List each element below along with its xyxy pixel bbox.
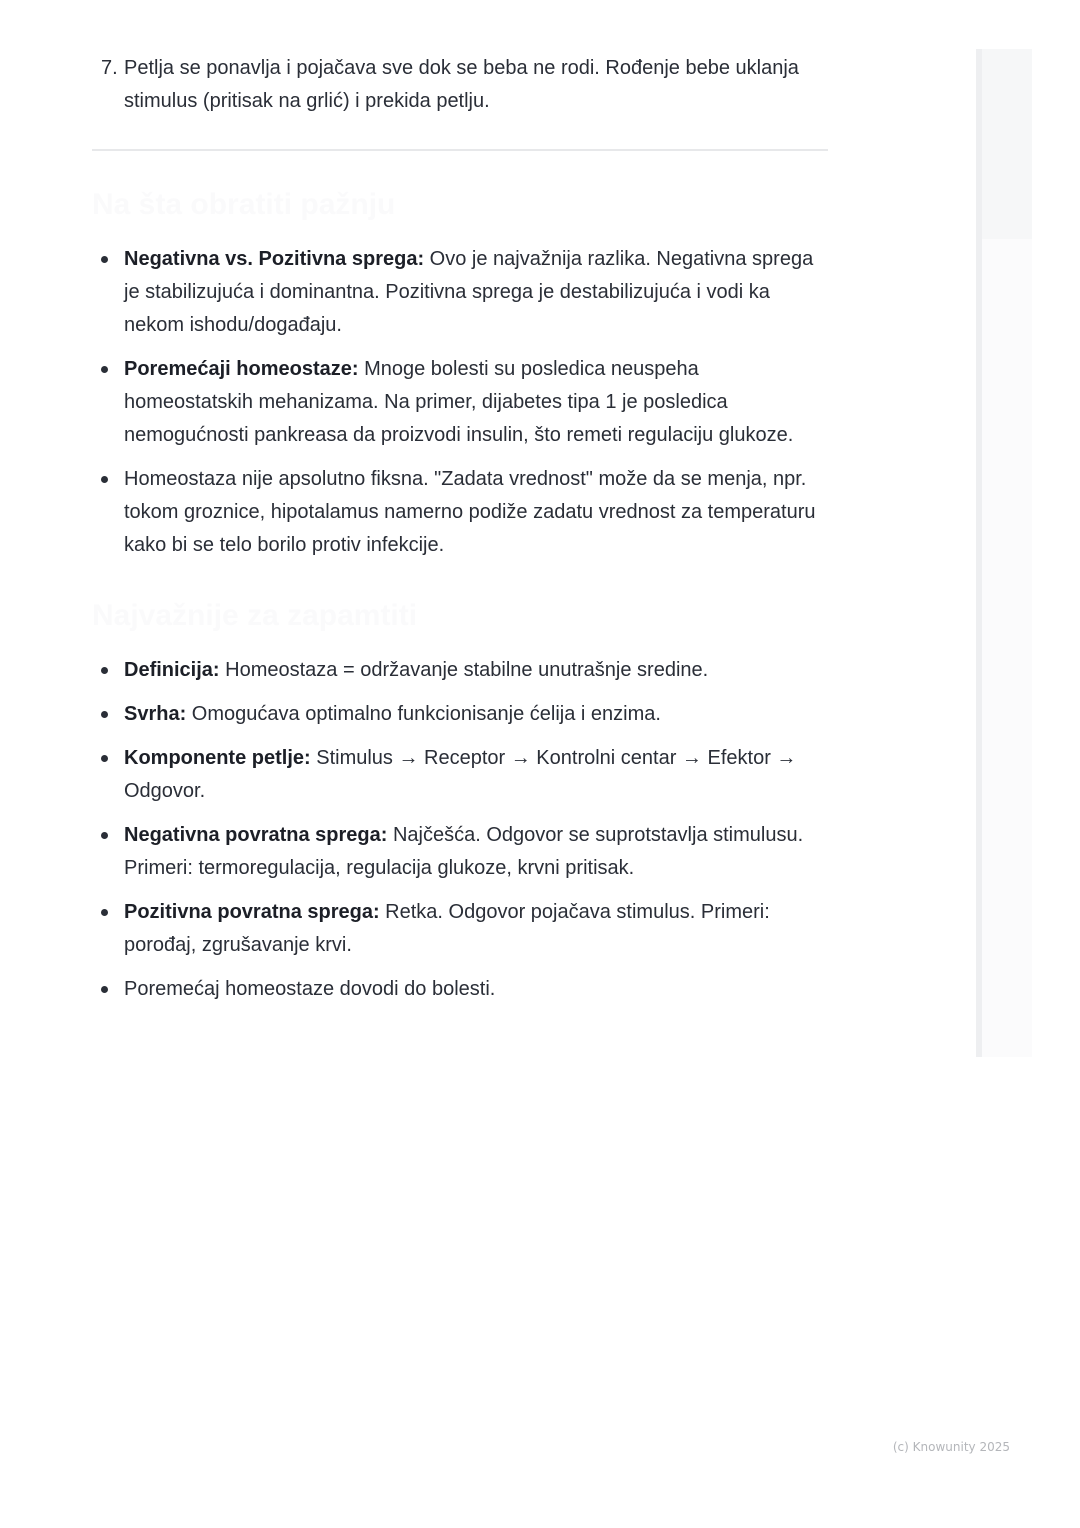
list-item xyxy=(92,973,828,1006)
item-term: Negativna povratna sprega: xyxy=(124,824,388,846)
bullet-icon xyxy=(101,909,108,916)
bullet-icon xyxy=(101,832,108,839)
item-term: Svrha: xyxy=(124,703,187,725)
bullet-icon xyxy=(101,667,108,674)
copyright-footer: (c) Knowunity 2025 xyxy=(892,1440,1010,1454)
list-item xyxy=(92,742,828,808)
section-heading-attention: Na šta obratiti pažnju xyxy=(92,188,396,221)
item-term: Negativna vs. Pozitivna sprega: xyxy=(124,248,425,270)
item-text: Homeostaza nije apsolutno fiksna. "Zadata vrednost" može da se menja, npr. tokom groznice, hipotalamus namerno podiže zadatu vrednost za temperaturu kako bi se telo borilo protiv infekcije. xyxy=(124,468,816,556)
section-heading-remember: Najvažnije za zapamtiti xyxy=(92,599,418,632)
bullet-icon xyxy=(101,476,108,483)
list-item xyxy=(92,353,828,452)
item-text: Ovo je najvažnija razlika. Negativna sprega je stabilizujuća i dominantna. Pozitivna sprega je destabilizujuća i vodi ka nekom ishodu/događaju. xyxy=(124,248,814,336)
list-item xyxy=(92,243,828,342)
side-scrollbar[interactable] xyxy=(976,49,1032,1057)
item-text: Homeostaza = održavanje stabilne unutrašnje sredine. xyxy=(219,659,709,681)
step-number: 7. xyxy=(101,57,118,79)
attention-list xyxy=(92,243,828,562)
list-item xyxy=(92,896,828,962)
item-term: Poremećaji homeostaze: xyxy=(124,358,359,380)
list-item xyxy=(92,654,828,687)
list-item xyxy=(92,463,828,562)
remember-list xyxy=(92,654,828,1006)
item-term: Definicija: xyxy=(124,659,220,681)
item-term: Pozitivna povratna sprega: xyxy=(124,901,380,923)
list-item xyxy=(92,698,828,731)
item-text: Poremećaj homeostaze dovodi do bolesti. xyxy=(124,978,496,1000)
item-text: Retka. Odgovor pojačava stimulus. Primeri: porođaj, zgrušavanje krvi. xyxy=(124,901,770,956)
step-text: Petlja se ponavlja i pojačava sve dok se beba ne rodi. Rođenje bebe uklanja stimulus (pritisak na grlić) i prekida petlju. xyxy=(124,57,799,112)
bullet-icon xyxy=(101,986,108,993)
scrollbar-thumb[interactable] xyxy=(982,49,1032,239)
item-text: Mnoge bolesti su posledica neuspeha homeostatskih mehanizama. Na primer, dijabetes tipa 1 je posledica nemogućnosti pankreasa da proizvodi insulin, što remeti regulaciju glukoze. xyxy=(124,358,794,446)
bullet-icon xyxy=(101,711,108,718)
item-term: Komponente petlje: xyxy=(124,747,311,769)
item-text: Omogućava optimalno funkcionisanje ćelija i enzima. xyxy=(186,703,661,725)
item-text: Stimulus → Receptor → Kontrolni centar → Efektor → Odgovor. xyxy=(124,747,797,802)
document-content xyxy=(92,52,828,1017)
divider xyxy=(92,149,828,151)
numbered-list xyxy=(92,52,828,118)
bullet-icon xyxy=(101,755,108,762)
bullet-icon xyxy=(101,366,108,373)
list-item xyxy=(92,819,828,885)
list-item xyxy=(92,52,828,118)
bullet-icon xyxy=(101,256,108,263)
item-text: Najčešća. Odgovor se suprotstavlja stimulusu. Primeri: termoregulacija, regulacija glukoze, krvni pritisak. xyxy=(124,824,804,879)
